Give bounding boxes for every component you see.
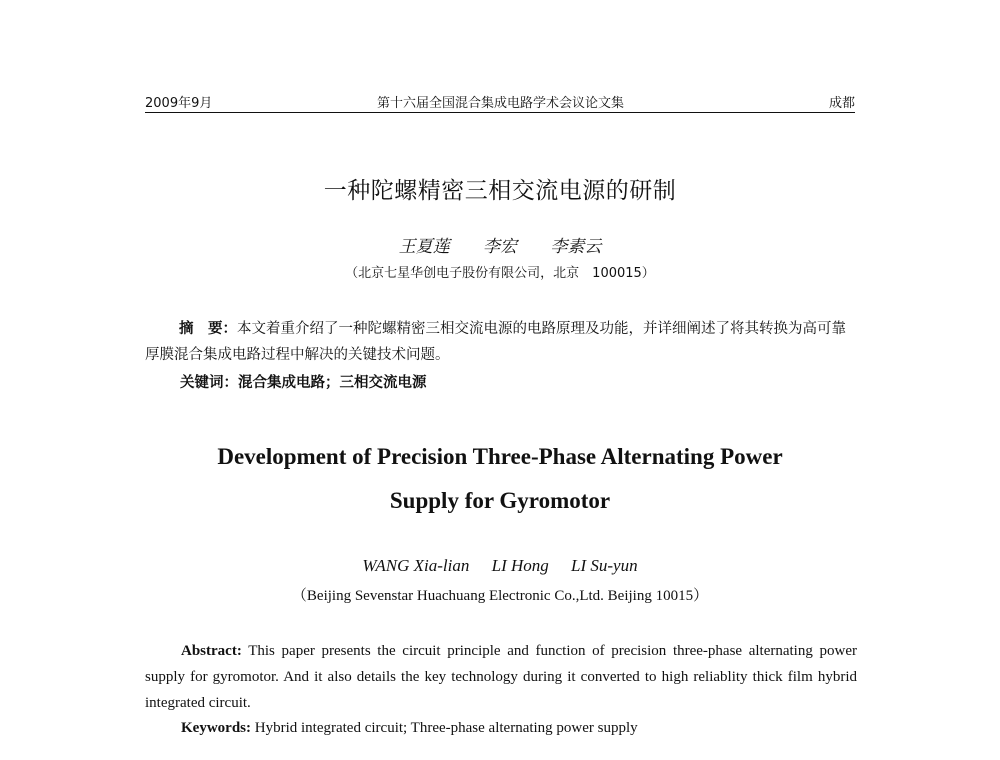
chinese-author-2: 李宏 bbox=[483, 237, 517, 257]
english-author-1: WANG Xia-lian bbox=[362, 556, 470, 575]
chinese-abstract-label: 摘 要： bbox=[179, 321, 237, 337]
chinese-title: 一种陀螺精密三相交流电源的研制 bbox=[323, 178, 677, 204]
header-date: 2009年9月 bbox=[145, 96, 213, 111]
english-title-line-2: Supply for Gyromotor bbox=[389, 488, 611, 513]
english-title-line-1: Development of Precision Three-Phase Alternating Power bbox=[217, 444, 783, 469]
chinese-abstract-text: 本文着重介绍了一种陀螺精密三相交流电源的电路原理及功能，并详细阐述了将其转换为高可靠厚膜混合集成电路过程中解决的关键技术问题。 bbox=[145, 321, 846, 363]
english-author-2: LI Hong bbox=[491, 556, 549, 575]
chinese-keywords bbox=[180, 371, 427, 392]
english-abstract-label: Abstract: bbox=[181, 643, 242, 659]
english-keywords bbox=[181, 720, 638, 737]
chinese-keywords-text: 混合集成电路；三相交流电源 bbox=[238, 375, 427, 391]
header-location: 成都 bbox=[828, 96, 855, 111]
chinese-authors bbox=[0, 232, 1000, 257]
english-keywords-text: Hybrid integrated circuit; Three-phase alternating power supply bbox=[254, 720, 638, 736]
header-conference: 第十六届全国混合集成电路学术会议论文集 bbox=[377, 96, 625, 111]
chinese-affiliation: （北京七星华创电子股份有限公司，北京 100015） bbox=[345, 266, 655, 281]
chinese-keywords-label: 关键词： bbox=[180, 375, 238, 391]
english-authors bbox=[0, 556, 1000, 576]
chinese-abstract bbox=[145, 316, 857, 368]
english-affiliation: （Beijing Sevenstar Huachuang Electronic Co.,Ltd. Beijing 10015） bbox=[291, 588, 709, 604]
chinese-author-1: 王夏莲 bbox=[398, 237, 450, 257]
english-keywords-label: Keywords: bbox=[181, 720, 251, 736]
english-abstract bbox=[145, 638, 857, 716]
english-author-3: LI Su-yun bbox=[571, 556, 638, 575]
english-abstract-text: This paper presents the circuit principle and function of precision three-phase alternating power supply for gyromotor. And it also details the key technology during it converted to high reliablity thick film hybrid integrated circuit. bbox=[145, 643, 857, 711]
english-title bbox=[0, 435, 1000, 523]
running-header bbox=[145, 90, 855, 113]
chinese-author-3: 李素云 bbox=[550, 237, 602, 257]
